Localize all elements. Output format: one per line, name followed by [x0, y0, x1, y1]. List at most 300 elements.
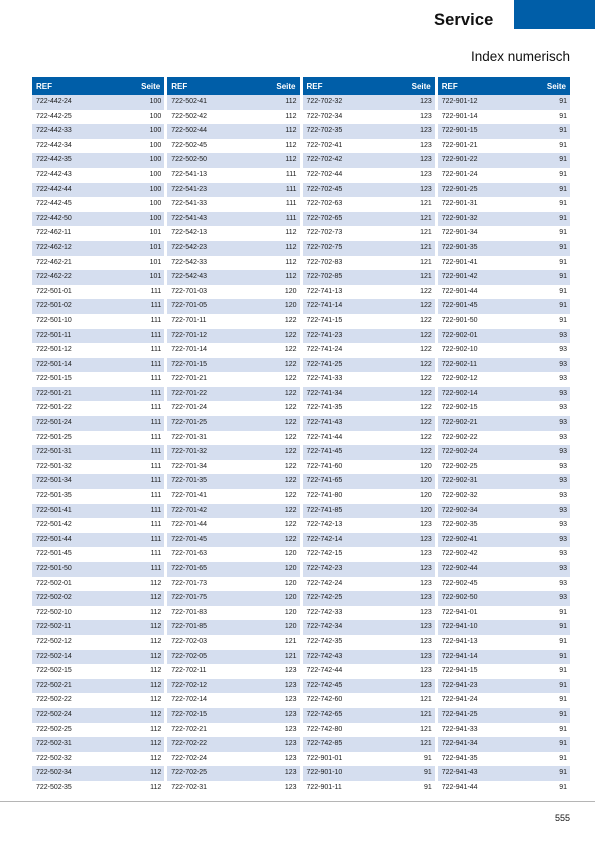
table-row [32, 416, 164, 431]
page-ref: 123 [369, 95, 435, 110]
table-row [438, 212, 570, 227]
page-ref: 100 [98, 95, 164, 110]
ref-number: 722-742-85 [303, 737, 369, 752]
page-ref: 91 [504, 766, 570, 781]
table-row [167, 314, 299, 329]
table-row [438, 693, 570, 708]
table-header-row [32, 77, 164, 95]
page-ref: 122 [233, 358, 299, 373]
page-ref: 121 [233, 650, 299, 665]
page-ref: 93 [504, 343, 570, 358]
table-row [167, 401, 299, 416]
page-ref: 100 [98, 183, 164, 198]
page-ref: 93 [504, 445, 570, 460]
table-row [167, 577, 299, 592]
table-row [167, 445, 299, 460]
ref-number: 722-901-14 [438, 110, 504, 125]
ref-number: 722-902-42 [438, 547, 504, 562]
ref-number: 722-702-45 [303, 183, 369, 198]
table-row [167, 504, 299, 519]
page-ref: 112 [98, 723, 164, 738]
ref-number: 722-902-31 [438, 474, 504, 489]
table-row [167, 256, 299, 271]
ref-number: 722-741-85 [303, 504, 369, 519]
ref-number: 722-702-85 [303, 270, 369, 285]
ref-number: 722-902-35 [438, 518, 504, 533]
ref-number: 722-701-05 [167, 299, 233, 314]
table-row [167, 372, 299, 387]
ref-number: 722-902-22 [438, 431, 504, 446]
page-ref: 112 [98, 693, 164, 708]
table-row [303, 445, 435, 460]
ref-number: 722-941-14 [438, 650, 504, 665]
page-ref: 122 [233, 445, 299, 460]
ref-number: 722-442-45 [32, 197, 98, 212]
ref-number: 722-902-45 [438, 577, 504, 592]
page-ref: 91 [504, 693, 570, 708]
page-ref: 91 [369, 752, 435, 767]
page-ref: 111 [98, 445, 164, 460]
ref-number: 722-701-83 [167, 606, 233, 621]
table-row [167, 518, 299, 533]
page-ref: 112 [98, 635, 164, 650]
table-row [303, 329, 435, 344]
table-row [167, 723, 299, 738]
ref-number: 722-941-23 [438, 679, 504, 694]
ref-number: 722-902-44 [438, 562, 504, 577]
table-row [438, 533, 570, 548]
page-ref: 93 [504, 431, 570, 446]
ref-number: 722-901-11 [303, 781, 369, 796]
table-row [303, 110, 435, 125]
page-ref: 111 [98, 460, 164, 475]
table-row [167, 606, 299, 621]
table-row [32, 226, 164, 241]
table-row [303, 723, 435, 738]
ref-number: 722-742-60 [303, 693, 369, 708]
table-row [438, 329, 570, 344]
ref-number: 722-742-80 [303, 723, 369, 738]
table-row [32, 256, 164, 271]
page-ref: 123 [233, 693, 299, 708]
ref-number: 722-941-15 [438, 664, 504, 679]
table-row [438, 256, 570, 271]
ref-number: 722-442-50 [32, 212, 98, 227]
ref-number: 722-501-42 [32, 518, 98, 533]
table-row [303, 139, 435, 154]
page-ref: 123 [369, 679, 435, 694]
index-tables [32, 77, 570, 796]
ref-number: 722-702-75 [303, 241, 369, 256]
ref-number: 722-541-43 [167, 212, 233, 227]
page-ref: 93 [504, 474, 570, 489]
table-row [438, 635, 570, 650]
table-row [303, 460, 435, 475]
ref-number: 722-902-11 [438, 358, 504, 373]
page-ref: 123 [369, 591, 435, 606]
table-row [438, 358, 570, 373]
table-row [32, 241, 164, 256]
table-row [303, 620, 435, 635]
ref-number: 722-702-41 [303, 139, 369, 154]
page-ref: 123 [369, 635, 435, 650]
table-row [167, 460, 299, 475]
table-row [32, 153, 164, 168]
page-ref: 111 [98, 474, 164, 489]
ref-number: 722-702-24 [167, 752, 233, 767]
table-row [303, 737, 435, 752]
ref-number: 722-502-41 [167, 95, 233, 110]
table-row [32, 606, 164, 621]
ref-number: 722-941-25 [438, 708, 504, 723]
table-row [303, 314, 435, 329]
ref-number: 722-741-35 [303, 401, 369, 416]
table-row [438, 650, 570, 665]
table-row [303, 766, 435, 781]
table-row [167, 620, 299, 635]
table-row [167, 489, 299, 504]
table-row [303, 708, 435, 723]
ref-number: 722-901-10 [303, 766, 369, 781]
table-row [303, 416, 435, 431]
page-ref: 123 [369, 518, 435, 533]
table-row [167, 110, 299, 125]
ref-number: 722-701-63 [167, 547, 233, 562]
ref-number: 722-741-15 [303, 314, 369, 329]
ref-number: 722-742-25 [303, 591, 369, 606]
page-ref: 91 [504, 139, 570, 154]
table-row [32, 270, 164, 285]
table-row [32, 212, 164, 227]
table-row [167, 474, 299, 489]
table-row [438, 372, 570, 387]
table-header-row [303, 77, 435, 95]
ref-number: 722-901-24 [438, 168, 504, 183]
table-row [303, 591, 435, 606]
page-ref: 123 [369, 153, 435, 168]
page-ref: 122 [233, 387, 299, 402]
page-ref: 111 [98, 314, 164, 329]
page-ref: 122 [369, 358, 435, 373]
ref-number: 722-501-14 [32, 358, 98, 373]
table-row [32, 183, 164, 198]
page-ref: 111 [98, 343, 164, 358]
table-row [167, 737, 299, 752]
table-row [438, 489, 570, 504]
table-header-row [438, 77, 570, 95]
table-row [32, 329, 164, 344]
ref-number: 722-502-11 [32, 620, 98, 635]
ref-number: 722-902-15 [438, 401, 504, 416]
table-row [32, 124, 164, 139]
ref-number: 722-701-34 [167, 460, 233, 475]
table-row [438, 139, 570, 154]
table-row [303, 241, 435, 256]
page-ref: 120 [233, 562, 299, 577]
ref-number: 722-742-14 [303, 533, 369, 548]
page-ref: 93 [504, 329, 570, 344]
page-ref: 91 [504, 781, 570, 796]
table-row [167, 197, 299, 212]
page-ref: 111 [98, 533, 164, 548]
ref-number: 722-442-44 [32, 183, 98, 198]
table-row [32, 474, 164, 489]
ref-number: 722-462-11 [32, 226, 98, 241]
table-row [32, 518, 164, 533]
table-row [32, 489, 164, 504]
page-ref: 112 [98, 781, 164, 796]
index-table-3 [303, 77, 435, 796]
ref-number: 722-902-25 [438, 460, 504, 475]
ref-number: 722-501-15 [32, 372, 98, 387]
table-row [167, 591, 299, 606]
ref-number: 722-742-45 [303, 679, 369, 694]
ref-number: 722-702-32 [303, 95, 369, 110]
table-row [167, 285, 299, 300]
ref-number: 722-741-23 [303, 329, 369, 344]
table-row [438, 285, 570, 300]
ref-number: 722-742-15 [303, 547, 369, 562]
ref-number: 722-741-13 [303, 285, 369, 300]
ref-number: 722-442-34 [32, 139, 98, 154]
ref-number: 722-901-41 [438, 256, 504, 271]
page-ref: 91 [504, 650, 570, 665]
page-ref: 111 [98, 489, 164, 504]
table-row [438, 183, 570, 198]
ref-number: 722-741-25 [303, 358, 369, 373]
ref-number: 722-701-12 [167, 329, 233, 344]
page-ref: 123 [233, 781, 299, 796]
table-row [303, 401, 435, 416]
table-row [303, 270, 435, 285]
page-ref: 122 [369, 401, 435, 416]
page-ref: 93 [504, 547, 570, 562]
table-row [32, 635, 164, 650]
page-ref: 93 [504, 387, 570, 402]
ref-number: 722-462-21 [32, 256, 98, 271]
page-ref: 100 [98, 212, 164, 227]
page-ref: 91 [504, 606, 570, 621]
ref-number: 722-902-24 [438, 445, 504, 460]
table-row [32, 562, 164, 577]
ref-number: 722-742-33 [303, 606, 369, 621]
table-row [438, 401, 570, 416]
page-ref: 121 [369, 270, 435, 285]
page-ref: 91 [504, 664, 570, 679]
table-row [303, 752, 435, 767]
table-row [303, 547, 435, 562]
page-ref: 100 [98, 153, 164, 168]
ref-number: 722-502-22 [32, 693, 98, 708]
table-row [32, 547, 164, 562]
page-ref: 121 [369, 723, 435, 738]
ref-number: 722-501-21 [32, 387, 98, 402]
ref-number: 722-502-12 [32, 635, 98, 650]
table-row [438, 737, 570, 752]
page-ref: 91 [504, 635, 570, 650]
table-row [303, 197, 435, 212]
table-row [167, 650, 299, 665]
ref-number: 722-701-45 [167, 533, 233, 548]
table-row [303, 504, 435, 519]
table-row [167, 183, 299, 198]
table-row [32, 372, 164, 387]
table-row [303, 577, 435, 592]
table-row [167, 153, 299, 168]
table-row [438, 723, 570, 738]
table-row [167, 679, 299, 694]
ref-number: 722-901-45 [438, 299, 504, 314]
table-row [32, 110, 164, 125]
ref-number: 722-501-11 [32, 329, 98, 344]
page-ref: 91 [504, 270, 570, 285]
table-row [167, 752, 299, 767]
page-ref: 111 [98, 504, 164, 519]
page-ref: 112 [98, 577, 164, 592]
page-ref: 111 [98, 329, 164, 344]
ref-number: 722-702-65 [303, 212, 369, 227]
ref-number: 722-901-44 [438, 285, 504, 300]
page-ref: 93 [504, 504, 570, 519]
table-row [438, 752, 570, 767]
ref-number: 722-901-31 [438, 197, 504, 212]
ref-number: 722-702-03 [167, 635, 233, 650]
page-number: 555 [554, 813, 570, 823]
table-row [438, 460, 570, 475]
table-row [32, 358, 164, 373]
table-row [167, 358, 299, 373]
table-row [167, 329, 299, 344]
ref-number: 722-702-63 [303, 197, 369, 212]
table-row [438, 606, 570, 621]
ref-number: 722-701-15 [167, 358, 233, 373]
ref-number: 722-702-15 [167, 708, 233, 723]
page-ref: 120 [233, 547, 299, 562]
table-row [438, 314, 570, 329]
header-ref: REF [303, 77, 369, 95]
table-row [32, 387, 164, 402]
page-ref: 91 [504, 285, 570, 300]
page-ref: 122 [233, 343, 299, 358]
page-ref: 93 [504, 489, 570, 504]
page-ref: 123 [233, 723, 299, 738]
table-row [303, 183, 435, 198]
table-row [32, 285, 164, 300]
ref-number: 722-702-42 [303, 153, 369, 168]
table-row [303, 124, 435, 139]
table-row [32, 401, 164, 416]
page-ref: 120 [369, 460, 435, 475]
page-ref: 111 [98, 431, 164, 446]
page-ref: 111 [98, 372, 164, 387]
index-table-1 [32, 77, 164, 796]
table-row [438, 445, 570, 460]
table-row [303, 226, 435, 241]
page-ref: 120 [233, 299, 299, 314]
page-ref: 91 [504, 752, 570, 767]
header-page: Seite [504, 77, 570, 95]
table-row [167, 212, 299, 227]
page-ref: 112 [233, 139, 299, 154]
ref-number: 722-701-14 [167, 343, 233, 358]
page-ref: 111 [233, 197, 299, 212]
table-row [438, 562, 570, 577]
page-ref: 122 [369, 314, 435, 329]
ref-number: 722-502-42 [167, 110, 233, 125]
table-row [438, 343, 570, 358]
ref-number: 722-701-42 [167, 504, 233, 519]
page-ref: 101 [98, 241, 164, 256]
page-ref: 123 [233, 664, 299, 679]
table-row [167, 547, 299, 562]
page-ref: 101 [98, 270, 164, 285]
index-table-2 [167, 77, 299, 796]
ref-number: 722-741-44 [303, 431, 369, 446]
ref-number: 722-501-31 [32, 445, 98, 460]
page-ref: 112 [98, 708, 164, 723]
table-row [438, 416, 570, 431]
ref-number: 722-901-12 [438, 95, 504, 110]
page-ref: 112 [98, 591, 164, 606]
page-ref: 120 [233, 285, 299, 300]
ref-number: 722-501-32 [32, 460, 98, 475]
page-ref: 120 [233, 577, 299, 592]
page-ref: 111 [98, 416, 164, 431]
page-ref: 122 [233, 329, 299, 344]
ref-number: 722-702-05 [167, 650, 233, 665]
ref-number: 722-501-41 [32, 504, 98, 519]
ref-number: 722-501-10 [32, 314, 98, 329]
page-ref: 100 [98, 197, 164, 212]
ref-number: 722-742-13 [303, 518, 369, 533]
page-ref: 122 [233, 416, 299, 431]
page-ref: 112 [98, 620, 164, 635]
table-row [32, 445, 164, 460]
page-ref: 100 [98, 110, 164, 125]
table-row [167, 387, 299, 402]
table-row [32, 314, 164, 329]
table-row [303, 679, 435, 694]
page-ref: 91 [504, 708, 570, 723]
page-ref: 123 [369, 110, 435, 125]
ref-number: 722-902-10 [438, 343, 504, 358]
table-row [32, 577, 164, 592]
page-ref: 112 [98, 679, 164, 694]
table-row [167, 299, 299, 314]
ref-number: 722-502-10 [32, 606, 98, 621]
page-ref: 111 [98, 387, 164, 402]
ref-number: 722-501-25 [32, 431, 98, 446]
table-row [167, 168, 299, 183]
table-row [167, 139, 299, 154]
page-ref: 91 [504, 620, 570, 635]
table-row [303, 781, 435, 796]
ref-number: 722-742-35 [303, 635, 369, 650]
page-ref: 122 [233, 489, 299, 504]
page-ref: 111 [98, 299, 164, 314]
table-row [167, 270, 299, 285]
table-row [303, 693, 435, 708]
page-ref: 123 [233, 752, 299, 767]
ref-number: 722-501-22 [32, 401, 98, 416]
table-header-row [167, 77, 299, 95]
page-ref: 91 [504, 197, 570, 212]
page-ref: 91 [504, 241, 570, 256]
page-ref: 120 [369, 489, 435, 504]
ref-number: 722-902-14 [438, 387, 504, 402]
table-row [303, 474, 435, 489]
page-ref: 123 [369, 168, 435, 183]
